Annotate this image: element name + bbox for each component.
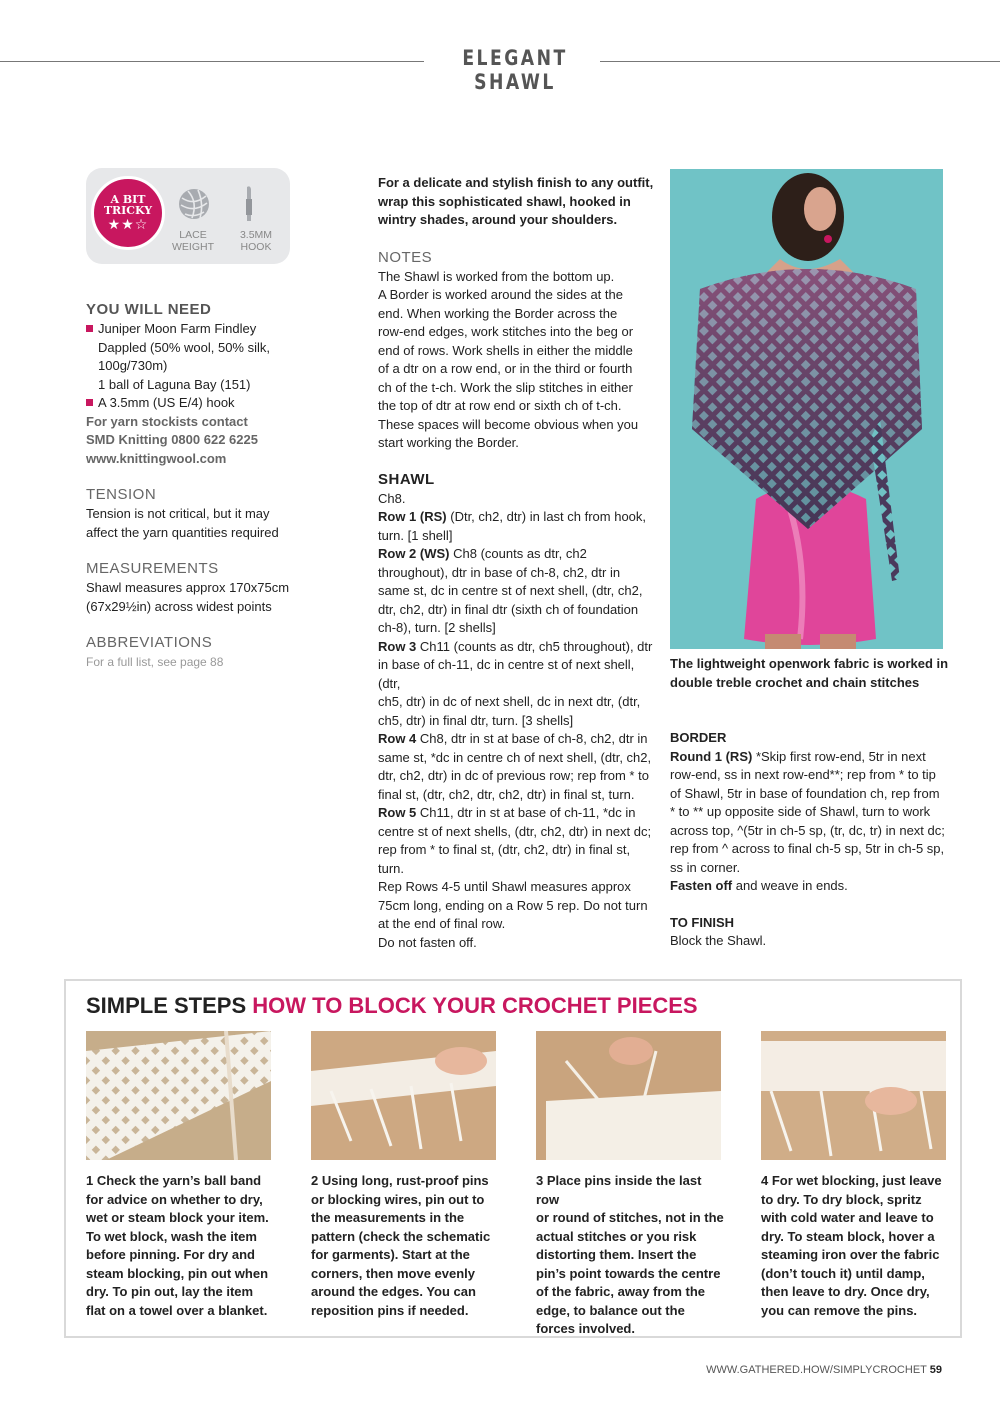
notes-line: The Shawl is worked from the bottom up. [378, 268, 615, 284]
notes-line: end of rows. Work shells in either the middle [378, 342, 633, 358]
step1-image [86, 1031, 271, 1160]
row3-line: ch5, dtr) in final dtr, turn. [3 shells] [378, 712, 574, 728]
round1-label: Round 1 (RS) [670, 748, 753, 764]
step-line: steaming iron over the fabric [761, 1247, 940, 1262]
step-line: Place pins inside the last row [536, 1173, 702, 1207]
step-line: for garments). Start at the [311, 1247, 470, 1262]
notes-line: ch of the t-ch. Work the slip stitches in either [378, 379, 633, 395]
item1-line2: Dappled (50% wool, 50% silk, [98, 339, 270, 355]
step2-text [311, 1172, 501, 1320]
tension-line2: affect the yarn quantities required [86, 524, 279, 540]
step-line: (don’t touch it) until damp, [761, 1265, 925, 1281]
row1-text: (Dtr, ch2, dtr) in last ch from hook, [446, 509, 647, 524]
step-number: 4 [761, 1173, 769, 1188]
yarn-label-1: LACE [179, 229, 207, 241]
yarn-ball-icon [178, 188, 210, 220]
abbreviations-section [86, 634, 346, 669]
tension-line1: Tension is not critical, but it may [86, 506, 270, 521]
yarn-weight-label [163, 229, 223, 253]
row2-line: throughout), dtr in base of ch-8, ch2, dtr in [378, 564, 621, 580]
difficulty-stars: ★★☆ [107, 216, 149, 232]
steps-title-b: HOW TO BLOCK YOUR CROCHET PIECES [252, 993, 698, 1018]
footer-url[interactable]: WWW.GATHERED.HOW/SIMPLYCROCHET [706, 1364, 927, 1376]
bullet-square [86, 325, 93, 332]
page-title: ELEGANT SHAWL [462, 46, 568, 94]
step-line: flat on a towel over a blanket. [86, 1302, 268, 1318]
row4-line: final st, (dtr, ch2, dtr, ch2, dtr) in final st, turn. [378, 786, 635, 802]
page-number: 59 [929, 1364, 942, 1376]
row2-line: same st, dc in centre st of next shell, (dtr, ch2, [378, 583, 643, 598]
step-line: the measurements in the [311, 1210, 465, 1225]
item1-line1: Juniper Moon Farm Findley [98, 321, 257, 336]
step4-image [761, 1031, 946, 1160]
step-line: pattern (check the schematic [311, 1228, 491, 1244]
yarn-label-2: WEIGHT [172, 241, 214, 253]
stockists-line2: SMD Knitting 0800 622 6225 [86, 432, 258, 447]
pattern-column [378, 174, 658, 952]
hook-label-1: 3.5MM [239, 229, 273, 241]
border-line: row-end, ss in next row-end**; rep from * to tip [670, 767, 936, 782]
intro-line3: wintry shades, around your shoulders. [378, 212, 618, 227]
notes-line: row-end edges, work stitches into the beg or [378, 324, 634, 339]
step-line: dry. To pin out, lay the item [86, 1284, 254, 1299]
notes-line: start working the Border. [378, 435, 519, 450]
abbreviations-line: For a full list, see page 88 [86, 655, 224, 669]
you-will-need-heading: YOU WILL NEED [86, 301, 212, 318]
border-line: across top, ^(5tr in ch-5 sp, (tr, dc, tr) in next dc; [670, 822, 945, 838]
step-line: For wet blocking, just leave [768, 1173, 942, 1188]
row2-line: ch-8), turn. [2 shells] [378, 620, 496, 635]
rep-line: at the end of final row. [378, 916, 506, 931]
border-line: of Shawl, 5tr in base of foundation ch, rep from [670, 785, 940, 801]
item1-line4: 1 ball of Laguna Bay (151) [98, 376, 251, 392]
row4-line: dtr, ch2, dtr) in dc of previous row; rep from * to [378, 768, 649, 783]
step3-text [536, 1172, 726, 1339]
rep-line: Rep Rows 4-5 until Shawl measures approx [378, 879, 631, 894]
item2: A 3.5mm (US E/4) hook [98, 395, 235, 410]
notes-heading: NOTES [378, 248, 433, 266]
step-line: distorting them. Insert the [536, 1247, 697, 1262]
rep-line: Do not fasten off. [378, 934, 477, 950]
step-line: pin’s point towards the centre [536, 1265, 721, 1281]
shawl-heading: SHAWL [378, 470, 435, 488]
measurements-heading: MEASUREMENTS [86, 560, 219, 577]
border-line: rep from ^ across to final ch-5 sp, 5tr in ch-5 sp, [670, 841, 945, 856]
step-line: Using long, rust-proof pins [318, 1173, 489, 1188]
hook-label-2: HOOK [240, 241, 272, 253]
row5-line: turn. [378, 860, 405, 876]
step-line: to dry. To dry block, spritz [761, 1191, 922, 1207]
row2-line: dtr, ch2, dtr) in final dtr (sixth ch of foundation [378, 601, 639, 617]
step-line: edge, to balance out the [536, 1302, 685, 1318]
caption-line2: double treble crochet and chain stitches [670, 674, 920, 690]
row3-line: ch5, dtr) in dc of next shell, dc in next dtr, (dtr, [378, 694, 641, 709]
row5-text: Ch11, dtr in st at base of ch-11, *dc in [416, 805, 636, 820]
step-line: steam blocking, pin out when [86, 1265, 269, 1281]
border-line: ss in corner. [670, 859, 741, 875]
notes-line: the top of dtr at row end or sixth ch of t-ch. [378, 398, 622, 413]
measurements-line1: Shawl measures approx 170x75cm [86, 580, 290, 595]
border-line: * to ** up opposite side of Shawl, turn to work [670, 804, 931, 819]
step-line: actual stitches or you risk [536, 1228, 697, 1244]
row2-label: Row 2 (WS) [378, 546, 450, 561]
step-line: for advice on whether to dry, [86, 1191, 263, 1207]
simple-steps-title [86, 993, 698, 1019]
header-rule-left [0, 61, 424, 62]
step-line: reposition pins if needed. [311, 1302, 469, 1318]
row5-label: Row 5 [378, 805, 417, 820]
step-line: before pinning. For dry and [86, 1247, 255, 1262]
caption-line1: The lightweight openwork fabric is worked in [670, 656, 949, 671]
step-number: 2 [311, 1173, 319, 1188]
step-line: forces involved. [536, 1321, 635, 1336]
measurements-section [86, 560, 346, 616]
bullet-square [86, 399, 93, 406]
difficulty-line1: A BIT [110, 193, 146, 206]
border-heading: BORDER [670, 730, 727, 745]
stockists-url[interactable]: www.knittingwool.com [86, 450, 227, 466]
page-footer [706, 1364, 942, 1376]
row1-line: turn. [1 shell] [378, 527, 453, 543]
stockists-line1: For yarn stockists contact [86, 413, 248, 429]
row5-line: rep from * to final st, (dtr, ch2, dtr) in final st, [378, 842, 631, 857]
crochet-hook-icon [241, 185, 257, 223]
row5-line: centre st of next shells, (dtr, ch2, dtr) in next dc; [378, 823, 652, 839]
notes-line: These spaces will become obvious when you [378, 416, 639, 432]
step-line: Check the yarn’s ball band [93, 1173, 262, 1188]
step-line: wet or steam block your item. [86, 1210, 269, 1225]
step3-image [536, 1031, 721, 1160]
notes-line: end. When working the Border across the [378, 305, 618, 321]
step-line: you can remove the pins. [761, 1302, 918, 1318]
step-line: or round of stitches, not in the [536, 1210, 724, 1225]
shawl-ch: Ch8. [378, 490, 406, 506]
step-line: around the edges. You can [311, 1284, 476, 1299]
fasten-text: and weave in ends. [732, 878, 848, 893]
notes-line: of a dtr on a row end, or in the third or fourth [378, 361, 633, 376]
step-line: dry. To steam block, hover a [761, 1228, 935, 1244]
you-will-need-section [86, 301, 346, 468]
round1-text: *Skip first row-end, 5tr in next [752, 748, 926, 764]
caption-and-border [670, 655, 950, 951]
row3-line: in base of ch-11, dc in centre st of next shell, (dtr, [378, 657, 635, 691]
notes-line: A Border is worked around the sides at the [378, 287, 623, 302]
measurements-line2: (67x29½in) across widest points [86, 598, 272, 614]
intro-line2: wrap this sophisticated shawl, hooked in [378, 193, 631, 209]
row3-text: Ch11 (counts as dtr, ch5 throughout), dtr [416, 638, 653, 654]
row4-line: same st, *dc in centre ch of next shell, (dtr, ch2, [378, 749, 652, 765]
hook-size-label [226, 229, 286, 253]
step-line: corners, then move evenly [311, 1265, 476, 1281]
step-line: or blocking wires, pin out to [311, 1191, 485, 1207]
step1-text [86, 1172, 276, 1320]
abbreviations-heading: ABBREVIATIONS [86, 634, 213, 651]
item1-line3: 100g/730m) [98, 358, 168, 373]
intro-line1: For a delicate and stylish finish to any outfit, [378, 175, 654, 190]
step-number: 3 [536, 1173, 544, 1188]
row4-text: Ch8, dtr in st at base of ch-8, ch2, dtr in [416, 731, 648, 746]
tension-heading: TENSION [86, 486, 157, 503]
step-line: To wet block, wash the item [86, 1228, 257, 1244]
row4-label: Row 4 [378, 731, 417, 746]
header-rule-right [600, 61, 1000, 62]
difficulty-line2: TRICKY [103, 204, 153, 217]
shawl-photo [670, 169, 943, 649]
step-line: with cold water and leave to [761, 1210, 934, 1225]
tension-section [86, 486, 346, 542]
difficulty-badge [91, 176, 165, 250]
finish-line: Block the Shawl. [670, 933, 767, 948]
step-line: of the fabric, away from the [536, 1284, 706, 1299]
steps-title-a: SIMPLE STEPS [86, 993, 247, 1018]
row1-label: Row 1 (RS) [378, 509, 447, 524]
step2-image [311, 1031, 496, 1160]
step4-text [761, 1172, 951, 1320]
row2-text: Ch8 (counts as dtr, ch2 [449, 546, 587, 561]
row3-label: Row 3 [378, 638, 417, 654]
step-number: 1 [86, 1173, 94, 1188]
step-line: then leave to dry. Once dry, [761, 1284, 930, 1299]
finish-heading: TO FINISH [670, 914, 735, 930]
fasten-label: Fasten off [670, 878, 733, 893]
rep-line: 75cm long, ending on a Row 5 rep. Do not turn [378, 897, 648, 913]
